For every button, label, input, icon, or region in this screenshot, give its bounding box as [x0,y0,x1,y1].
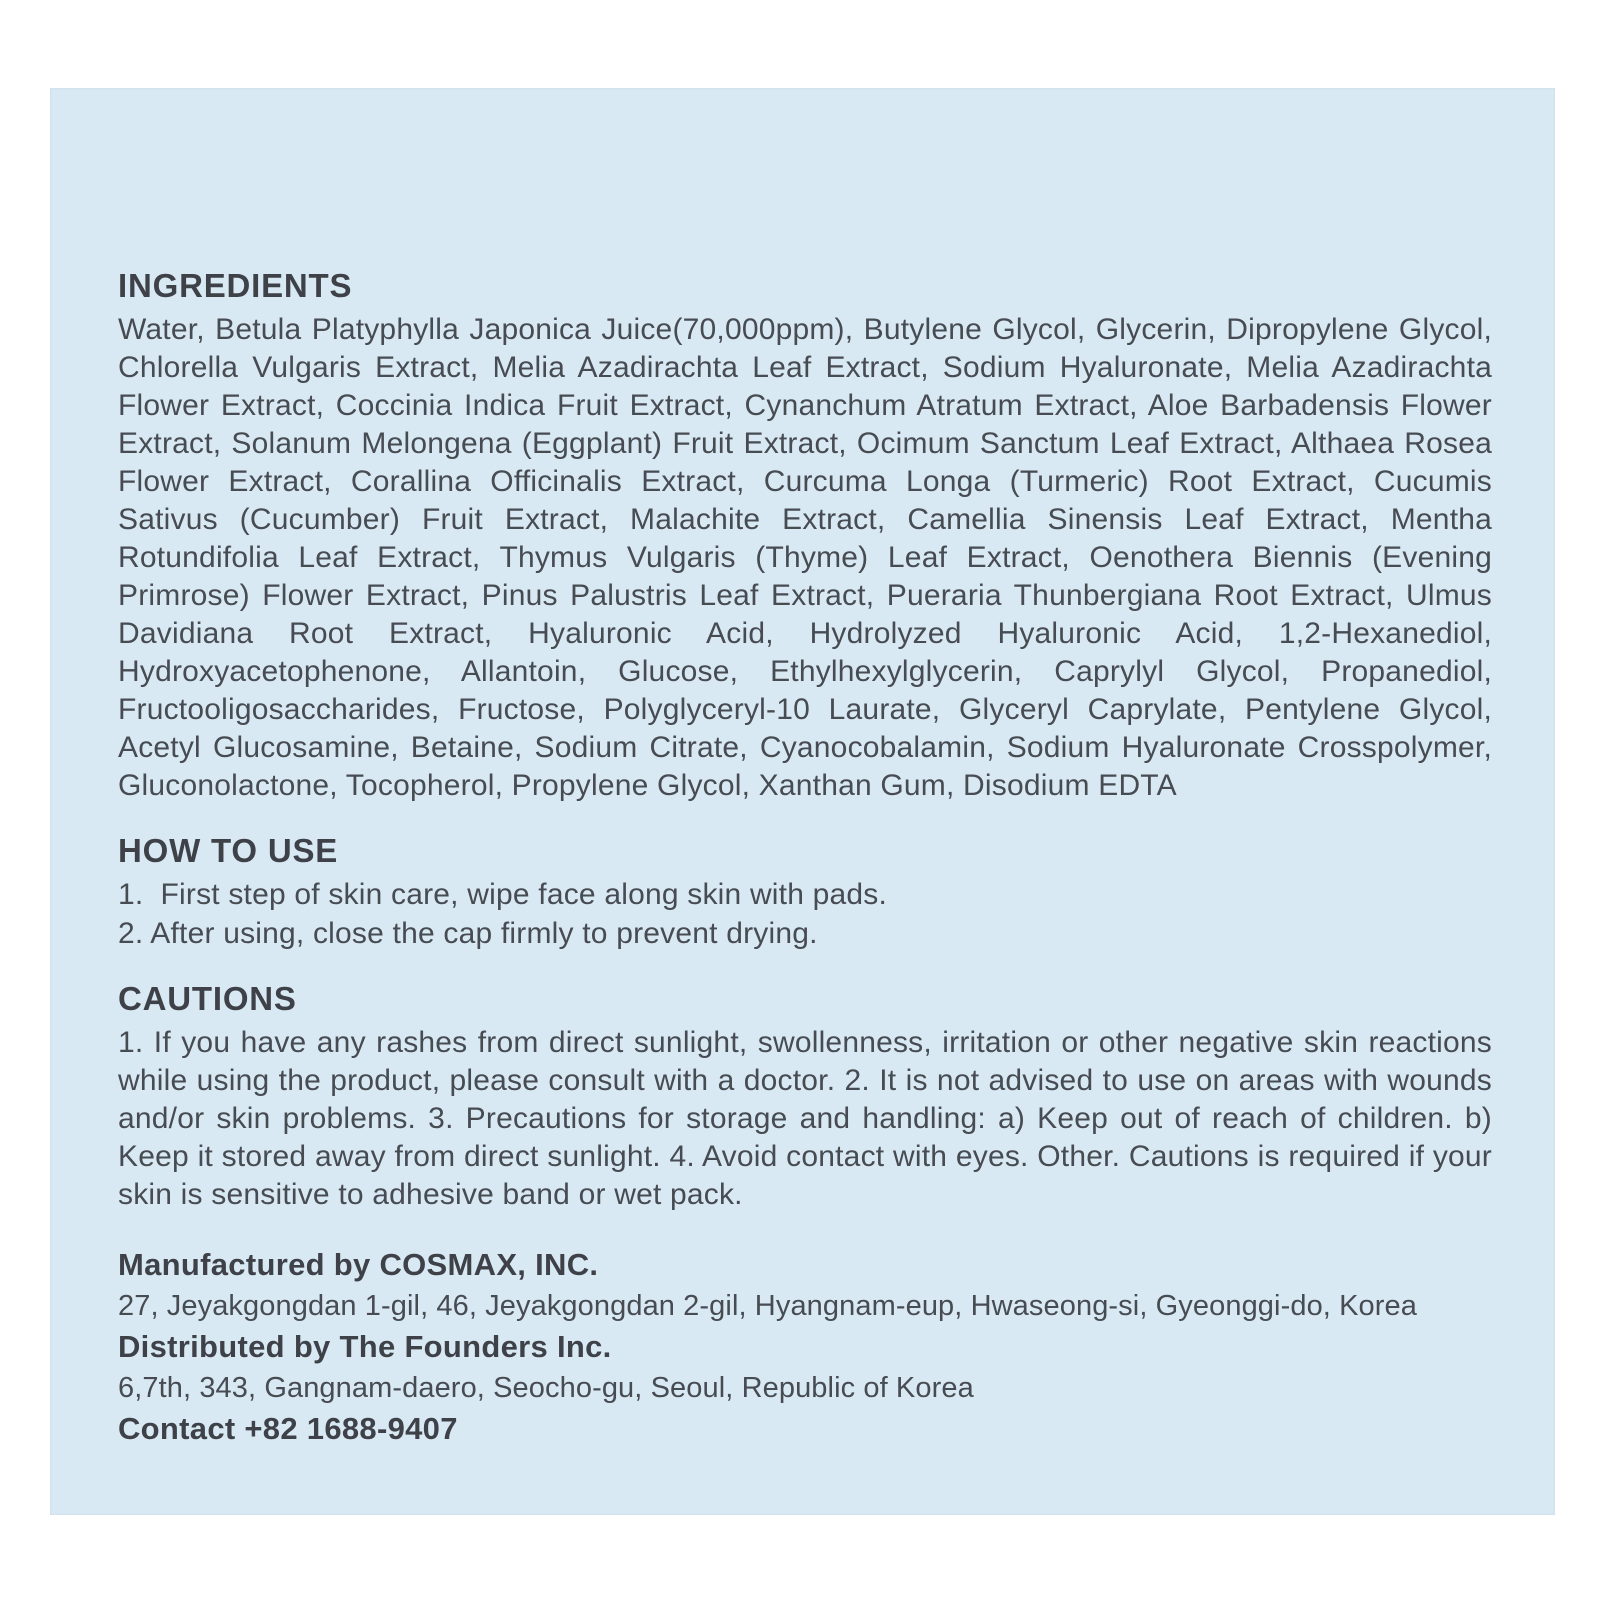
ingredients-text: Water, Betula Platyphylla Japonica Juice(70,000ppm), Butylene Glycol, Glycerin, Dipropylene Glycol, Chlorella Vulgaris Extract, Melia Azadirachta Leaf Extract, Sodium Hyaluronate, Melia Azadirachta Flower Extract, Coccinia Indica Fruit Extract, Cynanchum Atratum Extract, Aloe Barbadensis Flower Extract, Solanum Melongena (Eggplant) Fruit Extract, Ocimum Sanctum Leaf Extract, Althaea Rosea Flower Extract, Corallina Officinalis Extract, Curcuma Longa (Turmeric) Root Extract, Cucumis Sativus (Cucumber) Fruit Extract, Malachite Extract, Camellia Sinensis Leaf Extract, Mentha Rotundifolia Leaf Extract, Thymus Vulgaris (Thyme) Leaf Extract, Oenothera Biennis (Evening Primrose) Flower Extract, Pinus Palustris Leaf Extract, Pueraria Thunbergiana Root Extract, Ulmus Davidiana Root Extract, Hyaluronic Acid, Hydrolyzed Hyaluronic Acid, 1,2-Hexanediol, Hydroxyacetophenone, Allantoin, Glucose, Ethylhexylglycerin, Caprylyl Glycol, Propanediol, Fructooligosaccharides, Fructose, Polyglyceryl-10 Laurate, Glyceryl Caprylate, Pentylene Glycol, Acetyl Glucosamine, Betaine, Sodium Citrate, Cyanocobalamin, Sodium Hyaluronate Crosspolymer, Gluconolactone, Tocopherol, Propylene Glycol, Xanthan Gum, Disodium EDTA [118,313,1492,802]
cautions-section [118,979,1492,1214]
ingredients-heading: INGREDIENTS [118,267,353,304]
distributor-address: 6,7th, 343, Gangnam-daero, Seocho-gu, Seoul, Republic of Korea [118,1372,974,1404]
how-to-use-step: 1. First step of skin care, wipe face along skin with pads. [118,878,888,911]
manufacturer-info-block [118,1244,1492,1450]
contact-line: Contact +82 1688-9407 [118,1411,458,1446]
how-to-use-step: 2. After using, close the cap firmly to prevent drying. [118,917,818,950]
cautions-heading: CAUTIONS [118,980,297,1017]
how-to-use-steps [118,875,1492,953]
distributed-by-line: Distributed by The Founders Inc. [118,1329,612,1364]
manufacturer-address: 27, Jeyakgongdan 1-gil, 46, Jeyakgongdan 2-gil, Hyangnam-eup, Hwaseong-si, Gyeonggi-do, Korea [118,1290,1417,1322]
how-to-use-section [118,831,1492,953]
cautions-text: 1. If you have any rashes from direct sunlight, swollenness, irritation or other negative skin reactions while using the product, please consult with a doctor. 2. It is not advised to use on areas with wounds and/or skin problems. 3. Precautions for storage and handling: a) Keep out of reach of children. b) Keep it stored away from direct sunlight. 4. Avoid contact with eyes. Other. Cautions is required if your skin is sensitive to adhesive band or wet pack. [118,1026,1492,1211]
manufactured-by-line: Manufactured by COSMAX, INC. [118,1247,599,1282]
how-to-use-heading: HOW TO USE [118,832,339,869]
ingredients-section [118,266,1492,805]
label-content [118,266,1492,1450]
label-panel [50,88,1555,1515]
